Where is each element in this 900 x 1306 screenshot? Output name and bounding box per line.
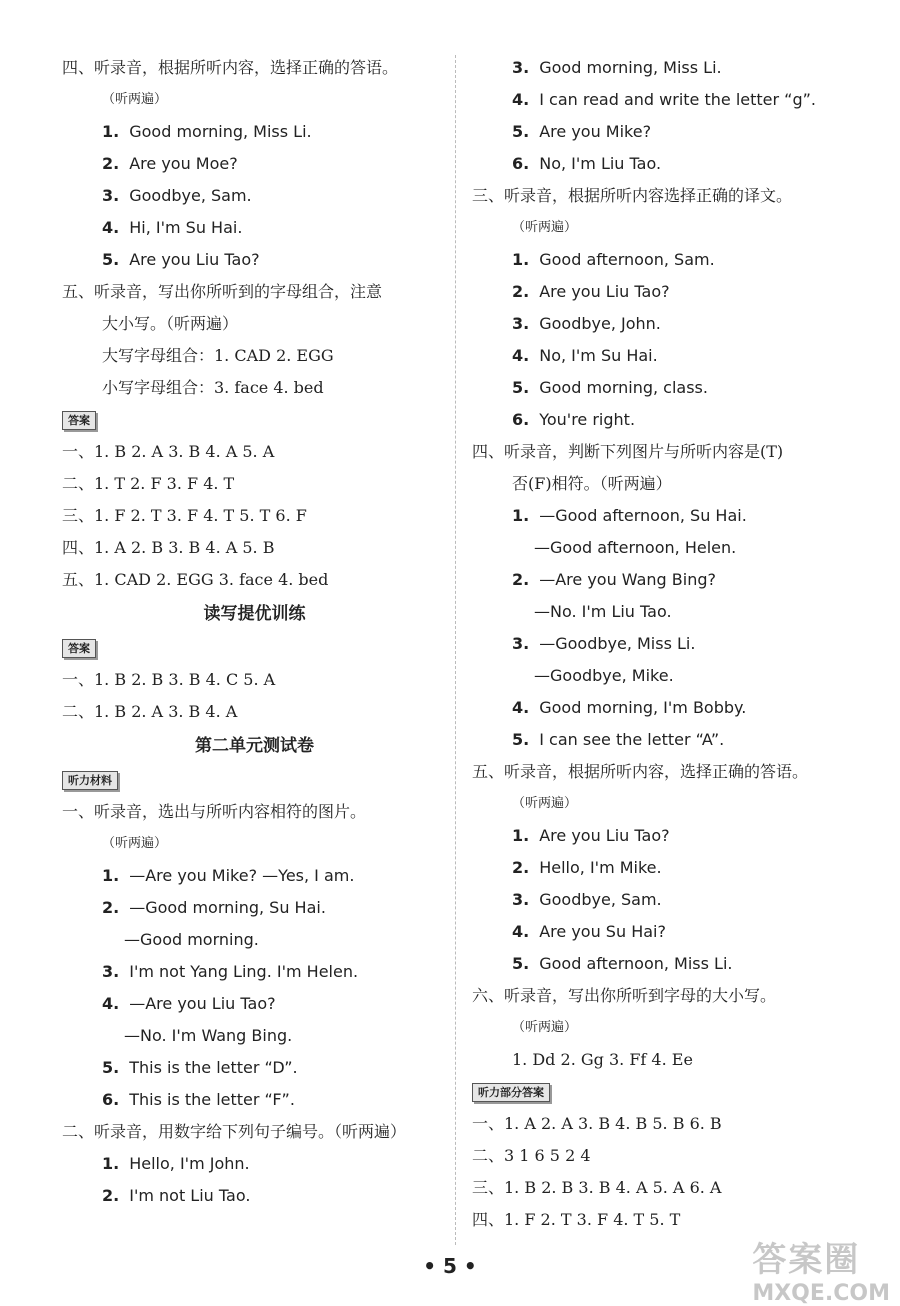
item-number: 1.	[512, 826, 530, 845]
item-text: Are you Mike?	[539, 122, 652, 141]
section-title: 五、听录音，根据所听内容，选择正确的答语。	[472, 762, 809, 781]
listen-twice-note: （听两遍）	[102, 92, 168, 107]
dialogue-reply: —Good afternoon, Helen.	[534, 538, 737, 557]
list-item	[472, 820, 872, 852]
answer-row: 三、1. B 2. B 3. B 4. A 5. A 6. A	[472, 1178, 722, 1197]
list-item	[472, 340, 872, 372]
item-text: —Are you Mike? —Yes, I am.	[129, 866, 355, 885]
answer-row: 四、1. A 2. B 3. B 4. A 5. B	[62, 538, 275, 557]
item-text: Good afternoon, Sam.	[539, 250, 715, 269]
item-text: You're right.	[539, 410, 636, 429]
dialogue-reply: —No. I'm Liu Tao.	[534, 602, 672, 621]
list-item	[62, 148, 447, 180]
section-title: 五、听录音，写出你所听到的字母组合，注意	[62, 282, 383, 301]
item-text: I'm not Liu Tao.	[129, 1186, 251, 1205]
item-number: 2.	[102, 898, 120, 917]
item-number: 2.	[512, 570, 530, 589]
list-item	[472, 564, 872, 596]
list-item	[472, 84, 872, 116]
item-text: Good afternoon, Miss Li.	[539, 954, 733, 973]
item-number: 4.	[512, 922, 530, 941]
item-number: 4.	[512, 90, 530, 109]
item-text: Goodbye, Sam.	[539, 890, 662, 909]
item-text: Good morning, I'm Bobby.	[539, 698, 747, 717]
answer-row: 四、1. F 2. T 3. F 4. T 5. T	[472, 1210, 681, 1229]
item-number: 3.	[512, 634, 530, 653]
listen-twice-note: （听两遍）	[512, 1020, 578, 1035]
item-number: 6.	[512, 154, 530, 173]
item-text: Good morning, Miss Li.	[129, 122, 312, 141]
dialogue-reply: —Good morning.	[124, 930, 259, 949]
section-title-continued: 大小写。（听两遍）	[102, 314, 239, 333]
left-column	[62, 52, 447, 1212]
watermark	[752, 1232, 890, 1306]
listen-twice-note: （听两遍）	[512, 220, 578, 235]
answer-row: 一、1. B 2. B 3. B 4. C 5. A	[62, 670, 276, 689]
item-text: Goodbye, John.	[539, 314, 661, 333]
item-number: 1.	[102, 866, 120, 885]
list-item	[62, 1180, 447, 1212]
item-number: 6.	[102, 1090, 120, 1109]
dialogue-reply: —No. I'm Wang Bing.	[124, 1026, 293, 1045]
item-number: 3.	[102, 186, 120, 205]
item-text: —Goodbye, Miss Li.	[539, 634, 696, 653]
item-number: 4.	[102, 218, 120, 237]
item-number: 4.	[102, 994, 120, 1013]
list-item	[62, 180, 447, 212]
answer-row: 二、1. B 2. A 3. B 4. A	[62, 702, 238, 721]
item-text: —Good morning, Su Hai.	[129, 898, 326, 917]
listen-twice-note: （听两遍）	[102, 836, 168, 851]
right-column	[472, 52, 872, 1236]
answer-line: 小写字母组合：3. face 4. bed	[102, 378, 324, 397]
item-text: This is the letter “F”.	[129, 1090, 295, 1109]
answer-label-row	[62, 764, 447, 796]
list-item	[62, 860, 447, 892]
item-text: Are you Su Hai?	[539, 922, 666, 941]
item-text: This is the letter “D”.	[129, 1058, 298, 1077]
item-number: 5.	[512, 378, 530, 397]
item-number: 3.	[512, 58, 530, 77]
answer-row: 二、3 1 6 5 2 4	[472, 1146, 591, 1165]
item-number: 5.	[102, 1058, 120, 1077]
answer-row: 一、1. A 2. A 3. B 4. B 5. B 6. B	[472, 1114, 722, 1133]
item-number: 2.	[512, 858, 530, 877]
item-text: Are you Liu Tao?	[539, 282, 670, 301]
watermark-url: MXQE.COM	[752, 1281, 890, 1306]
list-item	[62, 956, 447, 988]
list-item	[472, 628, 872, 660]
item-text: Are you Liu Tao?	[129, 250, 260, 269]
item-text: —Are you Wang Bing?	[539, 570, 716, 589]
list-item	[472, 404, 872, 436]
section-title: 四、听录音，根据所听内容，选择正确的答语。	[62, 58, 399, 77]
answer-label: 听力材料	[62, 771, 118, 790]
item-text: Hello, I'm Mike.	[539, 858, 662, 877]
answer-row: 五、1. CAD 2. EGG 3. face 4. bed	[62, 570, 329, 589]
item-number: 5.	[512, 954, 530, 973]
section-title: 六、听录音，写出你所听到字母的大小写。	[472, 986, 777, 1005]
list-item	[472, 116, 872, 148]
section-heading: 读写提优训练	[203, 604, 306, 624]
item-number: 1.	[102, 122, 120, 141]
item-text: I'm not Yang Ling. I'm Helen.	[129, 962, 359, 981]
item-text: —Good afternoon, Su Hai.	[539, 506, 747, 525]
answer-label: 听力部分答案	[472, 1083, 550, 1102]
item-number: 5.	[512, 122, 530, 141]
item-text: Goodbye, Sam.	[129, 186, 252, 205]
section-title: 四、听录音，判断下列图片与所听内容是(T)	[472, 442, 784, 461]
item-text: I can read and write the letter “g”.	[539, 90, 816, 109]
list-item	[472, 692, 872, 724]
page-number: • 5 •	[423, 1254, 477, 1278]
item-number: 1.	[102, 1154, 120, 1173]
list-item	[472, 308, 872, 340]
item-number: 2.	[512, 282, 530, 301]
list-item	[62, 1052, 447, 1084]
list-item	[472, 244, 872, 276]
answer-label: 答案	[62, 411, 96, 430]
item-number: 5.	[512, 730, 530, 749]
section-title: 一、听录音，选出与所听内容相符的图片。	[62, 802, 367, 821]
item-number: 3.	[102, 962, 120, 981]
list-item	[62, 244, 447, 276]
list-item	[62, 1148, 447, 1180]
item-number: 2.	[102, 1186, 120, 1205]
item-number: 4.	[512, 346, 530, 365]
answer-label: 答案	[62, 639, 96, 658]
answer-row: 三、1. F 2. T 3. F 4. T 5. T 6. F	[62, 506, 307, 525]
answer-line: 大写字母组合：1. CAD 2. EGG	[102, 346, 334, 365]
dialogue-reply: —Goodbye, Mike.	[534, 666, 674, 685]
section-title-continued: 否(F)相符。（听两遍）	[512, 474, 672, 493]
item-number: 1.	[512, 506, 530, 525]
item-text: Hi, I'm Su Hai.	[129, 218, 243, 237]
list-item	[62, 988, 447, 1020]
list-item	[472, 148, 872, 180]
item-text: No, I'm Su Hai.	[539, 346, 658, 365]
list-item	[472, 916, 872, 948]
item-number: 2.	[102, 154, 120, 173]
item-text: No, I'm Liu Tao.	[539, 154, 662, 173]
answer-line: 1. Dd 2. Gg 3. Ff 4. Ee	[512, 1050, 693, 1069]
list-item	[472, 276, 872, 308]
answer-row: 二、1. T 2. F 3. F 4. T	[62, 474, 235, 493]
list-item	[472, 500, 872, 532]
list-item	[472, 52, 872, 84]
list-item	[62, 1084, 447, 1116]
item-number: 4.	[512, 698, 530, 717]
item-text: Hello, I'm John.	[129, 1154, 250, 1173]
item-text: Are you Liu Tao?	[539, 826, 670, 845]
list-item	[472, 372, 872, 404]
section-heading: 第二单元测试卷	[195, 736, 314, 756]
list-item	[62, 892, 447, 924]
item-number: 1.	[512, 250, 530, 269]
item-text: I can see the letter “A”.	[539, 730, 725, 749]
list-item	[62, 212, 447, 244]
column-divider	[455, 55, 456, 1245]
list-item	[472, 884, 872, 916]
answer-label-row	[62, 632, 447, 664]
item-number: 6.	[512, 410, 530, 429]
item-text: Are you Moe?	[129, 154, 238, 173]
list-item	[472, 948, 872, 980]
listen-twice-note: （听两遍）	[512, 796, 578, 811]
answer-label-row	[62, 404, 447, 436]
watermark-text: 答案圈	[752, 1240, 861, 1280]
item-number: 3.	[512, 314, 530, 333]
answer-row: 一、1. B 2. A 3. B 4. A 5. A	[62, 442, 275, 461]
item-text: —Are you Liu Tao?	[129, 994, 276, 1013]
list-item	[472, 852, 872, 884]
item-number: 5.	[102, 250, 120, 269]
item-text: Good morning, Miss Li.	[539, 58, 722, 77]
item-number: 3.	[512, 890, 530, 909]
list-item	[62, 116, 447, 148]
item-text: Good morning, class.	[539, 378, 708, 397]
answer-label-row	[472, 1076, 872, 1108]
section-title: 三、听录音，根据所听内容选择正确的译文。	[472, 186, 793, 205]
list-item	[472, 724, 872, 756]
section-title: 二、听录音，用数字给下列句子编号。（听两遍）	[62, 1122, 407, 1141]
